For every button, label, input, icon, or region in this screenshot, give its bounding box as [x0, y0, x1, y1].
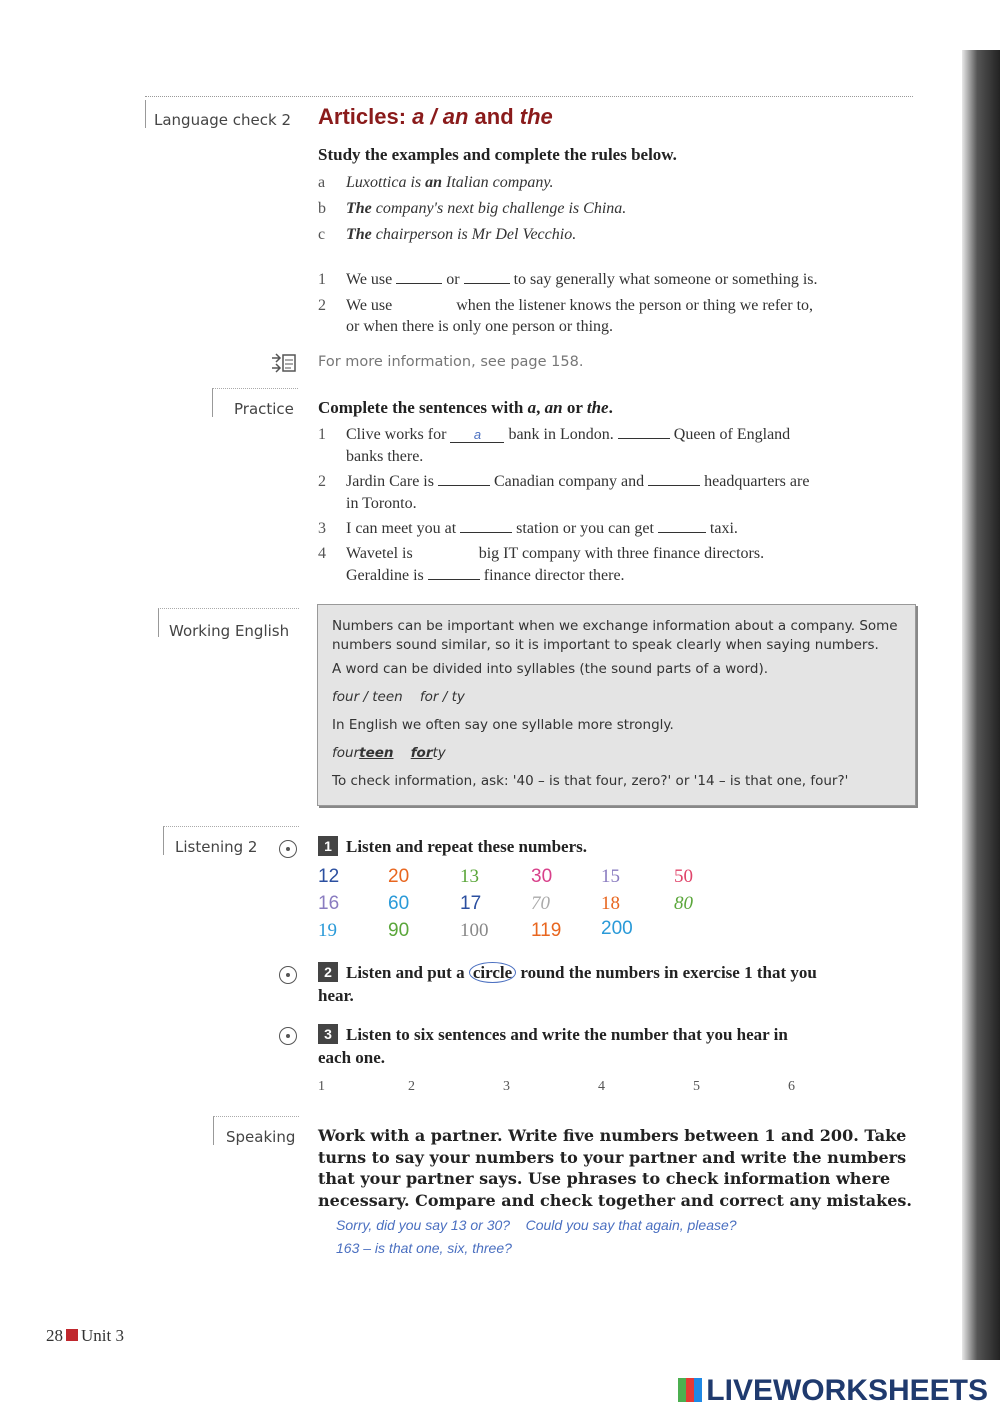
- rule-blank[interactable]: [396, 271, 442, 284]
- example-phrase: Sorry, did you say 13 or 30?: [336, 1217, 511, 1233]
- speaking-line: necessary. Compare and check together and correct any mistakes.: [318, 1190, 912, 1210]
- example-word: for / ty: [419, 689, 465, 705]
- example-word: four / teen: [332, 689, 403, 705]
- exercise-text: round the numbers in exercise 1 that you: [516, 963, 817, 982]
- section-label-language-check: Language check 2: [154, 111, 292, 129]
- answer-field[interactable]: [460, 520, 512, 533]
- rule-number: 1: [318, 271, 326, 288]
- section-title: [318, 104, 553, 130]
- speaking-text: [318, 1125, 912, 1211]
- practice-item-2-cont: in Toronto.: [346, 495, 417, 512]
- item-number: 2: [318, 473, 326, 490]
- item-text: Geraldine is: [346, 567, 424, 584]
- rule-number: 2: [318, 297, 326, 314]
- number-item[interactable]: 15: [601, 866, 620, 887]
- rule-text: or: [446, 271, 460, 288]
- number-item[interactable]: 16: [318, 893, 340, 914]
- title-the: the: [519, 104, 553, 129]
- answer-slot[interactable]: 1: [318, 1079, 325, 1094]
- number-item[interactable]: 119: [531, 920, 562, 941]
- number-item[interactable]: 13: [460, 866, 479, 887]
- rule-text: when the listener knows the person or thing we refer to,: [456, 297, 814, 314]
- number-item[interactable]: 70: [531, 893, 550, 914]
- rule-text: We use: [346, 271, 393, 288]
- syllable: ty: [432, 745, 446, 761]
- exercise-text: Listen and put a: [346, 963, 469, 982]
- title-part1: Articles:: [318, 104, 413, 129]
- number-item[interactable]: 19: [318, 920, 337, 941]
- box-paragraph: To check information, ask: '40 – is that four, zero?' or '14 – is that one, four?': [332, 773, 849, 789]
- example-a: [318, 174, 908, 192]
- section-label-speaking: Speaking: [226, 1128, 296, 1146]
- section-label-working-english: Working English: [169, 622, 290, 640]
- answer-field[interactable]: [618, 426, 670, 439]
- title-a-an: a / an: [412, 104, 469, 129]
- answer-field[interactable]: [438, 473, 490, 486]
- example-bold: The: [346, 226, 372, 243]
- page-number: 28: [46, 1326, 63, 1345]
- cd-icon[interactable]: [279, 1027, 297, 1045]
- practice-item-4-cont: [346, 567, 936, 585]
- instruction-text: ,: [536, 398, 545, 417]
- answer-field[interactable]: [428, 567, 480, 580]
- speaking-line: turns to say your numbers to your partner and write the numbers: [318, 1147, 907, 1167]
- top-rule: [145, 96, 913, 97]
- item-text: Jardin Care is: [346, 473, 434, 490]
- answer-slot[interactable]: 3: [503, 1079, 510, 1094]
- unit-label: Unit 3: [81, 1326, 124, 1345]
- item-text: Queen of England: [673, 426, 791, 443]
- speaking-example-1: [336, 1217, 737, 1233]
- example-phrase: Could you say that again, please?: [525, 1217, 737, 1233]
- item-text: Clive works for: [346, 426, 447, 443]
- rule-2-cont: or when there is only one person or thing.: [346, 318, 614, 335]
- item-text: finance director there.: [483, 567, 625, 584]
- red-square-icon: [66, 1329, 78, 1341]
- language-check-instruction: Study the examples and complete the rules below.: [318, 145, 677, 164]
- stressed-syllable: teen: [359, 745, 394, 761]
- option-a: a: [527, 398, 537, 417]
- more-info-text[interactable]: For more information, see page 158.: [318, 354, 584, 370]
- item-text: headquarters are: [704, 473, 810, 490]
- speaking-line: Work with a partner. Write five numbers between 1 and 200. Take: [318, 1126, 907, 1145]
- number-item[interactable]: 80: [674, 893, 693, 914]
- rule-text: to say generally what someone or something is.: [513, 271, 818, 288]
- syllable-example: [332, 689, 907, 705]
- example-bold: The: [346, 200, 372, 217]
- listening-ex3: [318, 1024, 788, 1045]
- exercise-number: 1: [318, 836, 338, 856]
- listening-ex3-cont: each one.: [318, 1048, 386, 1067]
- logo-text: LIVEWORKSHEETS: [706, 1374, 988, 1407]
- exercise-number: 3: [318, 1024, 338, 1044]
- option-an: an: [544, 398, 563, 417]
- item-text: big IT company with three finance directors.: [478, 545, 765, 562]
- example-word: [332, 745, 394, 761]
- example-b: [318, 200, 908, 218]
- item-number: 4: [318, 545, 326, 562]
- box-paragraph: Numbers can be important when we exchange information about a company. Some numbers sound similar, so it is important to speak clearly when saying numbers.: [332, 618, 898, 653]
- exercise-text: Listen and repeat these numbers.: [346, 837, 587, 856]
- logo-grid-icon: [678, 1378, 702, 1402]
- number-item[interactable]: 20: [388, 866, 410, 887]
- instruction-text: Complete the sentences with: [318, 398, 528, 417]
- working-english-box: [317, 604, 916, 806]
- example-c: [318, 226, 908, 244]
- listening-ex1: [318, 836, 587, 857]
- instruction-text: or: [562, 398, 587, 417]
- more-info-icon: [270, 352, 298, 379]
- example-letter: a: [318, 174, 326, 191]
- rule-text: We use: [346, 297, 393, 314]
- number-item[interactable]: 18: [601, 893, 620, 914]
- number-item[interactable]: 200: [601, 918, 633, 939]
- exercise-number: 2: [318, 962, 338, 982]
- item-text: Canadian company and: [493, 473, 645, 490]
- practice-item-3: [318, 520, 908, 538]
- syllable: four: [332, 745, 360, 761]
- example-text: [346, 226, 576, 243]
- example-pre: Luxottica is: [346, 174, 426, 191]
- rule-blank[interactable]: [464, 271, 510, 284]
- section-label-listening: Listening 2: [175, 838, 258, 856]
- practice-item-1: [318, 426, 908, 444]
- example-word: [411, 745, 446, 761]
- item-text: taxi.: [709, 520, 738, 537]
- example-post: Italian company.: [442, 174, 554, 191]
- answer-slot[interactable]: 6: [788, 1079, 795, 1094]
- cd-icon[interactable]: [279, 840, 297, 858]
- number-item[interactable]: 12: [318, 866, 340, 887]
- example-bold: an: [425, 174, 443, 191]
- example-post: chairperson is Mr Del Vecchio.: [371, 226, 577, 243]
- practice-item-2: [318, 473, 908, 491]
- rule-2: [318, 297, 908, 315]
- item-number: 3: [318, 520, 326, 537]
- answer-slot[interactable]: 4: [598, 1079, 605, 1094]
- item-number: 1: [318, 426, 326, 443]
- number-item[interactable]: 17: [460, 893, 482, 914]
- practice-item-1-cont: banks there.: [346, 448, 424, 465]
- page-binding-shadow: [962, 50, 1000, 1360]
- practice-instruction: [318, 398, 613, 418]
- item-text: station or you can get: [516, 520, 654, 537]
- cd-icon[interactable]: [279, 966, 297, 984]
- answer-field[interactable]: [658, 520, 706, 533]
- section-label-practice: Practice: [234, 400, 294, 418]
- item-text: bank in London.: [508, 426, 614, 443]
- rule-1: [318, 271, 908, 289]
- example-post: company's next big challenge is China.: [371, 200, 627, 217]
- number-item[interactable]: 50: [674, 866, 693, 887]
- item-text: Wavetel is: [346, 545, 413, 562]
- speaking-line: that your partner says. Use phrases to check information where: [318, 1169, 891, 1188]
- speaking-example-2: 163 – is that one, six, three?: [336, 1240, 512, 1256]
- answer-slot[interactable]: 2: [408, 1079, 415, 1094]
- exercise-text: Listen to six sentences and write the number that you hear in: [346, 1025, 788, 1044]
- example-text: [346, 200, 626, 217]
- stressed-syllable: for: [410, 745, 433, 761]
- practice-item-4: [318, 545, 908, 563]
- number-item[interactable]: 100: [460, 920, 489, 941]
- page-footer: [46, 1326, 124, 1346]
- liveworksheets-logo[interactable]: [678, 1374, 988, 1408]
- box-paragraph: A word can be divided into syllables (the sound parts of a word).: [332, 661, 769, 677]
- answer-slot[interactable]: 5: [693, 1079, 700, 1094]
- answer-field[interactable]: a: [450, 428, 504, 443]
- listening-ex2-cont: hear.: [318, 986, 354, 1005]
- circled-word: circle: [469, 962, 516, 983]
- title-and: and: [468, 104, 520, 129]
- stress-example: [332, 745, 907, 761]
- box-paragraph: In English we often say one syllable more strongly.: [332, 717, 674, 733]
- number-item[interactable]: 30: [531, 866, 553, 887]
- example-text: [346, 174, 554, 191]
- instruction-text: .: [608, 398, 613, 417]
- option-the: the: [586, 398, 609, 417]
- number-item[interactable]: 60: [388, 893, 410, 914]
- example-letter: c: [318, 226, 326, 243]
- number-item[interactable]: 90: [388, 920, 410, 941]
- item-text: I can meet you at: [346, 520, 457, 537]
- answer-field[interactable]: [648, 473, 700, 486]
- example-letter: b: [318, 200, 326, 217]
- listening-ex2: [318, 962, 908, 983]
